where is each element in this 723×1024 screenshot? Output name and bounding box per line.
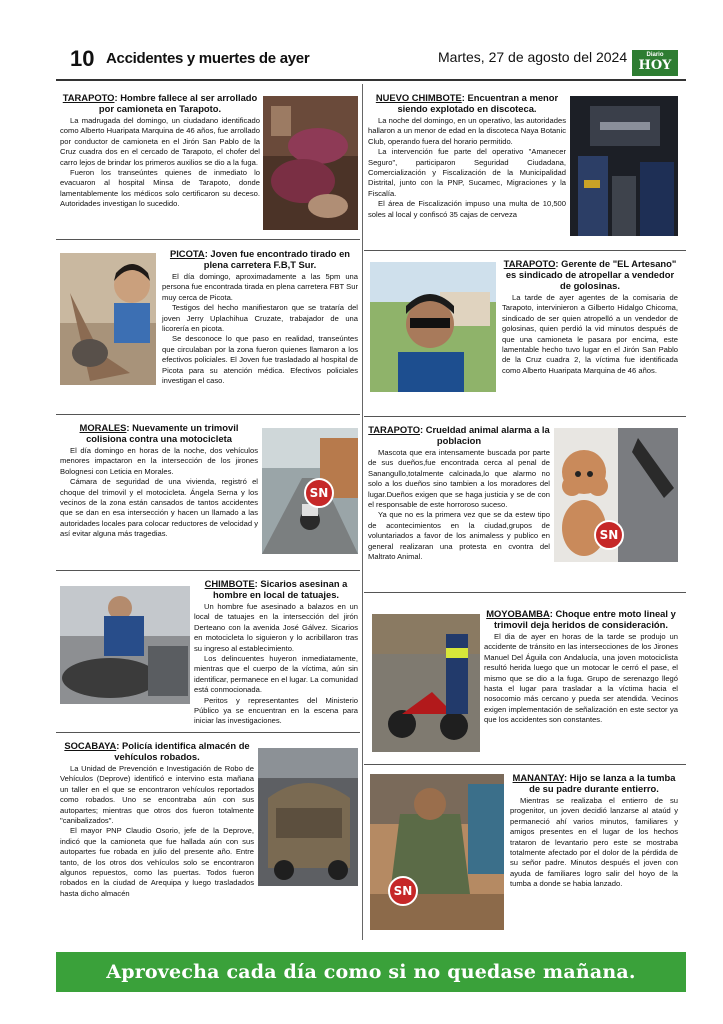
- article-title: : Nuevamente un trimovil colisiona contra una motocicleta: [86, 422, 239, 444]
- article-location: MANANTAY: [512, 772, 564, 783]
- article-manantay-entierro: [368, 772, 678, 940]
- article-paragraph: Cámara de seguridad de una vivienda, registró el choque del trimovil y el motocicleta. Ángela Serna y los vecinos de la zona están cansados de tantos accidentes que se dan en esa intersección y hacen un llamado a las autoridades locales para colocar reductores de velocidad y así evitar alguna más tragedias.: [60, 477, 258, 539]
- page-header: [0, 0, 723, 80]
- header-rule: [56, 79, 686, 81]
- section-title: Accidentes y muertes de ayer: [106, 50, 310, 67]
- article-paragraph: La Unidad de Prevención e Investigación de Robo de Vehículos (Deprove) identificó e intervino esta mañana un taller en el que se encontraron vehículos reportados como robados. Uno se encontraba aún con sus autopartes; mientras que otros dos fueron totalmente "canibalizados".: [60, 764, 254, 826]
- article-photo: [370, 262, 496, 392]
- article-chimbote-sicarios: [60, 578, 358, 726]
- article-moyobamba-choque: [368, 608, 678, 758]
- article-separator: [364, 250, 686, 251]
- article-title: : Hijo se lanza a la tumba de su padre durante entierro.: [529, 772, 676, 794]
- article-tarapoto-arrollado: [60, 92, 358, 234]
- article-title: : Sicarios asesinan a hombre en local de tatuajes.: [212, 578, 348, 600]
- article-headline: [162, 248, 358, 270]
- article-paragraph: Fueron los transeúntes quienes de inmediato lo evacuaron al hospital Minsa de Tarapoto, donde lamentablemente los médicos solo certificaron su deceso. Autoridades investigan lo sucedido.: [60, 168, 260, 209]
- article-headline: [484, 608, 678, 630]
- article-nuevo-chimbote-discoteca: [368, 92, 678, 242]
- article-location: MORALES: [79, 422, 127, 433]
- article-paragraph: La intervención fue parte del operativo "Amanecer Seguro", participaron Seguridad Ciudadana, Comercialización y Fiscalización de la Municipalidad Distrital, junto con la PNP, Sucamec, Migraciones y la Fiscalía.: [368, 147, 566, 198]
- article-headline: [60, 422, 258, 444]
- article-picota-joven: [60, 248, 358, 408]
- sn-badge-icon: SN: [304, 478, 334, 508]
- article-headline: [60, 740, 254, 762]
- column-divider: [362, 84, 363, 940]
- article-title: : Joven fue encontrado tirado en plena carretera F.B,T Sur.: [203, 248, 351, 270]
- article-paragraph: Testigos del hecho manifiestaron que se trataría del joven Jerry Uplachihua Cruzate, trabajador de una licorería en picota.: [162, 303, 358, 334]
- article-photo: [370, 774, 504, 930]
- sn-badge-icon: SN: [594, 520, 624, 550]
- article-headline: [502, 258, 678, 291]
- article-location: SOCABAYA: [64, 740, 117, 751]
- article-paragraph: Se desconoce lo que paso en realidad, transeúntes que circulaban por la zona fueron quienes llamaron a los efectivos policiales. El Joven fue trasladado al hospital de Picota para su atención médica. Efectivos policiales investigan el caso.: [162, 334, 358, 386]
- article-photo: [60, 586, 190, 704]
- article-tarapoto-crueldad-animal: [368, 424, 678, 584]
- article-paragraph: Mascota que era intensamente buscada por parte de sus dueños,fue encontrada cerca al penal de Sanangullo,totalmente calcinada,lo que alarmo no solo a los dueños sino tambien a los moradores del lugar.Dueños exigen que se haga justicia y se de con el responsable de este horroroso suceso.: [368, 448, 550, 510]
- article-location: MOYOBAMBA: [486, 608, 550, 619]
- article-location: PICOTA: [169, 248, 205, 259]
- article-separator: [56, 570, 360, 571]
- article-paragraph: La tarde de ayer agentes de la comisaria de Tarapoto, intervinieron a Gilberto Hidalgo Chicoma, sindicado de ser quien atropelló a un vendedor de golosinas, quien perdió la vid minutos después de que una camioneta le pasara por encima, este lamentable hecho tuvo lugar en el Jirón San Pablo de la Cruz cuadra 2, la víctima fue identificada como Alberto Huaripata Marquina de 46 años.: [502, 293, 678, 375]
- article-separator: [364, 764, 686, 765]
- article-separator: [56, 414, 360, 415]
- article-title: : Gerente de "EL Artesano" es sindicado de atropellar a vendedor de golosinas.: [505, 258, 677, 291]
- issue-date: Martes, 27 de agosto del 2024: [438, 49, 628, 65]
- article-headline: [60, 92, 260, 114]
- logo-top-text: Diario: [646, 52, 664, 58]
- article-paragraph: Los delincuentes huyeron inmediatamente, mientras que el cuerpo de la víctima, aún sin identificar, permanece en el lugar. La comunidad está conmocionada.: [194, 654, 358, 695]
- article-location: NUEVO CHIMBOTE: [375, 92, 462, 103]
- article-separator: [56, 732, 360, 733]
- article-location: TARAPOTO: [503, 258, 556, 269]
- article-title: : Policía identifica almacén de vehículos robados.: [114, 740, 250, 762]
- article-location: CHIMBOTE: [204, 578, 255, 589]
- article-location: TARAPOTO: [62, 92, 115, 103]
- article-title: : Crueldad animal alarma a la poblacion: [420, 424, 550, 446]
- article-morales-trimovil: [60, 422, 358, 564]
- article-photo: [263, 96, 358, 230]
- article-photo: [372, 614, 480, 752]
- article-separator: [56, 239, 360, 240]
- article-title: : Hombre fallece al ser arrollado por camioneta en Tarapoto.: [98, 92, 258, 114]
- article-headline: [510, 772, 678, 794]
- article-paragraph: El área de Fiscalización impuso una multa de 10,500 soles al local y confiscó 35 cajas de cerveza: [368, 199, 566, 219]
- article-title: : Choque entre moto lineal y trimovil deja heridos de consideración.: [493, 608, 676, 630]
- article-paragraph: El mayor PNP Claudio Osorio, jefe de la Deprove, indicó que la camioneta que fue hallada aún con sus autopartes fue robada en julio del presente año. Entre tanto, de los otros dos vehículos solo se encontraron algunos repuestos, como las puertas. Todos fueron robados en la ciudad de Arequipa y luego trasladados hasta dicho almacén: [60, 826, 254, 898]
- article-separator: [364, 592, 686, 593]
- newspaper-logo: [632, 50, 678, 76]
- sn-badge-icon: SN: [388, 876, 418, 906]
- article-paragraph: Un hombre fue asesinado a balazos en un local de tatuajes en la intersección del jirón Derteano con la avenida José Gálvez. Sicarios en motocicleta lo siguieron y lo acribillaron tras su ingreso al establecimiento.: [194, 602, 358, 653]
- logo-main-text: HOY: [638, 58, 672, 73]
- article-title: : Encuentran a menor siendo explotado en discoteca.: [397, 92, 559, 114]
- article-paragraph: La noche del domingo, en un operativo, las autoridades hallaron a un menor de edad en la discoteca Naya Botanic Club, operando fuera del horario permitido.: [368, 116, 566, 146]
- article-photo: [60, 253, 156, 385]
- page-number: 10: [70, 46, 95, 71]
- article-headline: [194, 578, 358, 600]
- article-photo: [258, 748, 358, 886]
- article-paragraph: Peritos y representantes del Ministerio Público ya se encuentran en la escena para iniciar las investigaciones.: [194, 695, 358, 726]
- article-paragraph: Mientras se realizaba el entierro de su progenitor, un joven decidió lanzarse al ataúd y permaneció ahí varios minutos, familiares y amigos presentes en el lugar de los hechos trataron de levantario pero este se mostraba totalmente afectado por el dolor de la pérdida de su señor padre. Minutos después el joven con ayuda de familiares logro salir del hoyo de la tumba a donde se habia lanzado.: [510, 796, 678, 889]
- article-separator: [364, 416, 686, 417]
- article-photo: [570, 96, 678, 236]
- article-paragraph: El día domingo en horas de la noche, dos vehículos menores impactaron en la intersección de los jirones Bolognesi con Leticia en Morales.: [60, 446, 258, 476]
- article-paragraph: El dia de ayer en horas de la tarde se produjo un accidente de tránsito en las intersecciones de los Jirones Manuel Del Águila con Andalucía, una joven motociclista resultó herida luego que un motocar le cerró el pase, el mismo que se dio a la fuga. Grupo de serenazgo llegó hasta el lugar para trasladar a la víctima hacia el nosocomio más cercano y pueda ser atendida. Vecinos exigen implementación de señalización en este sector ya que los accidentes son constantes.: [484, 632, 678, 725]
- article-paragraph: La madrugada del domingo, un ciudadano identificado como Alberto Huaripata Marquina de 46 años, fue arrollado por conductor de camioneta en el Jirón San Pablo de la Cruz cuadra dos en el cercado de Tarapoto, el chofer del carro lejos de brindar los primeros auxilios se dio a la fuga.: [60, 116, 260, 167]
- motto-banner: Aprovecha cada día como si no quedase mañana.: [56, 952, 686, 992]
- article-socabaya-almacen: [60, 740, 358, 940]
- article-headline: [368, 424, 550, 446]
- article-paragraph: El día domingo, aproximadamente a las 5pm una persona fue encontrada tirada en plena carretera FBT Sur muy cerca de Picota.: [162, 272, 358, 302]
- article-paragraph: Ya que no es la primera vez que se da estew tipo de acontecimientos en la ciudad,grupos de voluntariados a favor de los animaless y publico en general realizaran una protesta en cvontra del Maltrato Animal.: [368, 510, 550, 562]
- article-location: TARAPOTO: [368, 424, 420, 435]
- article-tarapoto-artesano: [368, 258, 678, 410]
- article-headline: [368, 92, 566, 114]
